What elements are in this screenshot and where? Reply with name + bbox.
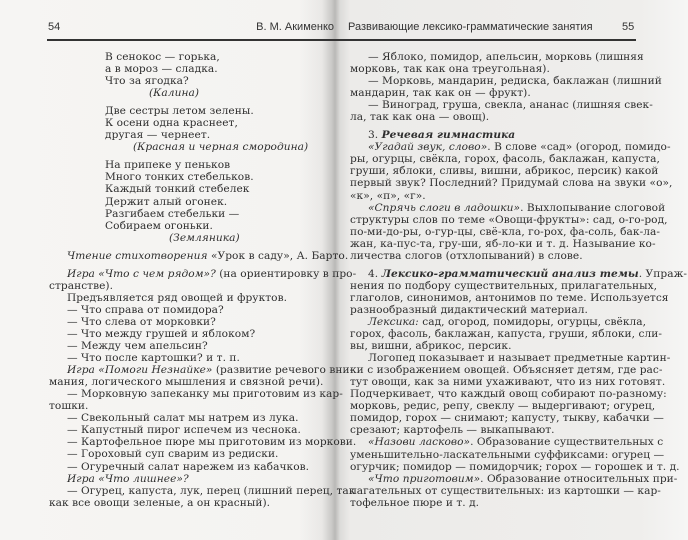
running-head-title: Развивающие лексико-грамматические занятия <box>348 21 593 33</box>
text-line <box>350 267 687 280</box>
text-line: мандарин, так как он — фрукт). <box>350 87 531 100</box>
text-line: разнообразный дидактический материал. <box>350 303 588 316</box>
text-line: тошки. <box>49 400 89 413</box>
text-line <box>350 472 678 485</box>
italic-phrase: Чтение стихотворения <box>67 249 208 262</box>
text-line: — Огурец, капуста, лук, перец (лишний перец, так <box>67 484 356 497</box>
text-line: структуры слов по теме «Овощи-фрукты»: сад, о-го-род, <box>350 213 668 226</box>
text-line: ки с изображением овощей. Объясняет детям, где рас- <box>350 364 663 377</box>
section-heading: Лексико-грамматический анализ темы <box>381 267 639 280</box>
poem-line: К осени одна краснеет, <box>105 117 238 130</box>
text-line: «к», «п», «г». <box>350 189 426 202</box>
italic-phrase: Игра «Что лишнее»? <box>67 472 189 485</box>
paragraph <box>49 388 343 413</box>
paragraph <box>49 436 357 449</box>
text-line <box>350 141 671 154</box>
paragraph <box>350 436 680 473</box>
text-line: морковь, редис, репу, свеклу — выдергивают; огурец, <box>350 400 656 413</box>
poem-line: другая — чернеет. <box>105 129 211 142</box>
poem-answer: (Земляника) <box>169 231 240 244</box>
text-line: как все овощи зеленые, а он красный). <box>49 496 271 509</box>
poem <box>49 105 325 153</box>
paragraph <box>49 316 325 328</box>
italic-phrase: «Что приготовим» <box>368 472 481 485</box>
poem-line: В сенокос — горька, <box>105 51 220 63</box>
text-line: ла, так как она — овощ). <box>350 111 490 124</box>
page-number: 54 <box>48 21 61 33</box>
poem <box>49 51 325 99</box>
text-line <box>350 201 666 214</box>
poem-line: На припеке у пеньков <box>105 159 231 172</box>
paragraph <box>350 315 662 353</box>
text-line: — Морковь, мандарин, редиска, баклажан (лишний <box>368 75 662 88</box>
text-line: — Что после картошки? и т. п. <box>67 352 240 365</box>
text-line: личества слогов (отхлопываний) в слове. <box>350 249 583 262</box>
text-line: Предъявляется ряд овощей и фруктов. <box>67 291 288 304</box>
paragraph <box>350 75 662 100</box>
poem-line: а в мороз — сладка. <box>105 63 218 76</box>
text-line: нения по подбору существительных, прилагательных, <box>350 279 658 292</box>
section-heading: Речевая гимнастика <box>381 129 516 142</box>
text-line: — Морковную запеканку мы приготовим из кар- <box>67 388 343 401</box>
text-line: — Свекольный салат мы натрем из лука. <box>67 412 299 425</box>
poem-line: Много тонких стебельков. <box>105 171 254 184</box>
text-line <box>49 364 354 377</box>
poem-line: Две сестры летом зелены. <box>105 105 254 118</box>
text-span: . Образование существительных с <box>470 436 664 449</box>
text-span: . Образование относительных при- <box>480 472 678 485</box>
text-line: — Картофельное пюре мы приготовим из моркови. <box>67 436 357 449</box>
poem-line: Собираем огоньки. <box>105 219 213 232</box>
italic-phrase: «Спрячь слоги в ладошки» <box>368 201 521 214</box>
text-line: — Огуречный салат нарежем из кабачков. <box>67 460 310 473</box>
text-line: вы, вишни, абрикос, персик. <box>350 340 512 353</box>
italic-phrase: Игра «Помоги Незнайке» <box>67 364 213 377</box>
text-line: первый звук? Последний? Придумай слова на звуки «о», <box>350 177 673 190</box>
paragraph <box>350 51 644 76</box>
text-line <box>49 473 325 485</box>
text-line: — Яблоко, помидор, апельсин, морковь (лишняя <box>368 51 644 63</box>
paragraph <box>350 141 673 202</box>
poem-line: Каждый тонкий стебелек <box>105 183 250 196</box>
poem-line: Разгибаем стебельки — <box>105 207 240 220</box>
text-line: — Что между грушей и яблоком? <box>67 327 256 340</box>
page-number: 55 <box>622 21 635 33</box>
text-line: мания, логического мышления и связной речи). <box>49 376 324 389</box>
running-head-author: В. М. Акименко <box>256 21 334 33</box>
paragraph <box>49 328 325 340</box>
text-span: «Урок в саду», А. Барто. <box>207 249 349 262</box>
text-line: — Что слева от морковки? <box>67 315 216 328</box>
text-line: тофельное пюре и т. д. <box>350 496 480 509</box>
poem-line: Держит алый огонек. <box>105 195 228 208</box>
paragraph <box>49 249 349 262</box>
text-span: . Выхлопывание слоговой <box>520 201 666 214</box>
text-line: горох, фасоль, баклажан, капуста, груши, яблоки, сли- <box>350 328 662 341</box>
paragraph <box>350 99 653 124</box>
text-line: жан, ка-пус-та, гру-ши, яб-ло-ки и т. д. Называние ко- <box>350 237 656 250</box>
paragraph <box>49 424 325 436</box>
paragraph <box>49 473 325 485</box>
text-span: . В слове «сад» (огород, помидо- <box>487 141 671 154</box>
text-span: сад, огород, помидоры, огурцы, свёкла, <box>418 315 647 328</box>
text-line: — Виноград, груша, свекла, ананас (лишняя свек- <box>368 99 653 112</box>
paragraph <box>350 201 668 262</box>
paragraph <box>49 448 325 460</box>
italic-phrase: Игра «Что с чем рядом»? <box>67 267 216 280</box>
text-line: ры, огурцы, свёкла, горох, фасоль, баклажан, капуста, <box>350 153 660 166</box>
poem <box>49 159 325 243</box>
text-span: 3. <box>368 129 382 142</box>
text-line: глаголов, синонимов, антонимов по теме. Используется <box>350 291 669 304</box>
paragraph <box>49 304 325 316</box>
text-span: 4. <box>368 267 382 280</box>
text-line: морковь, так как она треугольная). <box>350 63 550 76</box>
text-line: помидор, горох — снимают; капусту, тыкву, кабачки — <box>350 412 664 425</box>
italic-phrase: Лексика: <box>368 315 419 328</box>
text-line <box>350 436 664 449</box>
text-line <box>49 249 349 262</box>
text-line: — Что справа от помидора? <box>67 303 224 316</box>
text-line: лагательных от существительных: из картошки — кар- <box>350 484 661 497</box>
text-line: груши, яблоки, сливы, вишни, абрикос, персик) какой <box>350 165 659 178</box>
paragraph <box>49 364 354 389</box>
text-line: — Гороховый суп сварим из редиски. <box>67 448 279 461</box>
paragraph <box>350 129 635 141</box>
text-line: уменьшительно-ласкательными суффиксами: огурец — <box>350 448 665 461</box>
text-line: Логопед показывает и называет предметные картин- <box>368 352 671 365</box>
paragraph <box>350 472 678 509</box>
header-rule <box>344 39 636 41</box>
paragraph <box>49 292 325 304</box>
paragraph <box>49 352 325 364</box>
text-line: по-ми-до-ры, о-гур-цы, свё-кла, го-рох, фа-соль, бак-ла- <box>350 225 660 238</box>
text-line <box>350 129 635 141</box>
paragraph <box>49 340 325 352</box>
text-line: Подчеркивает, что каждый овощ собирают по-разному: <box>350 388 667 401</box>
text-line: странстве). <box>49 279 114 292</box>
paragraph <box>350 352 671 437</box>
text-line <box>350 315 647 328</box>
paragraph <box>49 484 356 509</box>
paragraph <box>49 412 325 424</box>
italic-phrase: «Угадай звук, слово» <box>368 141 488 154</box>
text-span: . Упраж- <box>638 267 687 280</box>
page-body <box>49 51 357 509</box>
poem-line: Что за ягодка? <box>105 75 189 88</box>
text-line: огурчик; помидор — помидорчик; горох — горошек и т. д. <box>350 460 680 473</box>
header-rule <box>47 39 344 41</box>
paragraph <box>350 267 687 316</box>
poem-answer: (Калина) <box>149 87 200 100</box>
text-line <box>49 267 357 280</box>
right-page <box>344 0 688 540</box>
text-line: — Капустный пирог испечем из чеснока. <box>67 424 301 437</box>
text-line: тут овощи, как за ними ухаживают, что из них готовят. <box>350 376 666 389</box>
paragraph <box>49 267 357 292</box>
poem-answer: (Красная и черная смородина) <box>133 141 309 154</box>
text-span: (на ориентировку в про- <box>215 267 357 280</box>
text-line: — Между чем апельсин? <box>67 340 208 353</box>
text-span: (развитие речевого вни- <box>212 364 354 377</box>
paragraph <box>49 461 325 473</box>
italic-phrase: «Назови ласково» <box>368 436 471 449</box>
page-body <box>350 51 687 509</box>
text-line: срезают; картофель — выкапывают. <box>350 424 555 437</box>
